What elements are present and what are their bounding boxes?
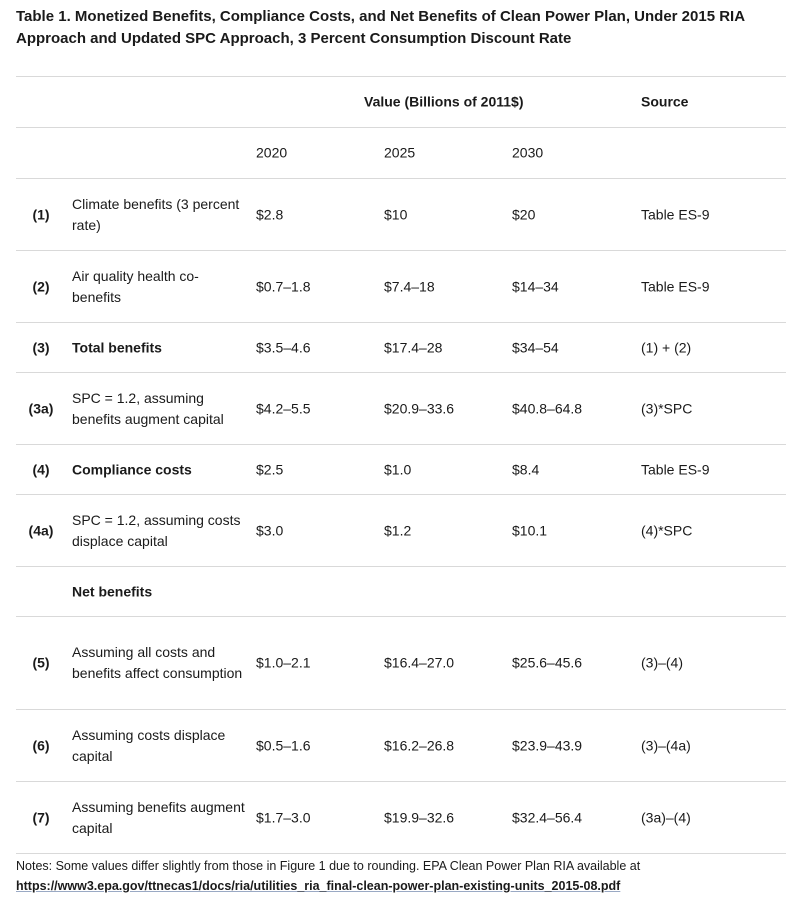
row-label: Assuming all costs and benefits affect consumption <box>72 644 243 681</box>
source-column-header: Source <box>641 93 689 110</box>
row-index: (4) <box>32 461 50 477</box>
row-label: Assuming costs displace capital <box>72 726 226 764</box>
value-2025: $7.4–18 <box>384 278 435 294</box>
value-2020: $2.8 <box>256 206 284 222</box>
row-label: Compliance costs <box>72 461 192 477</box>
row-label: Assuming benefits augment capital <box>72 798 245 836</box>
table-title: Table 1. Monetized Benefits, Compliance Costs, and Net Benefits of Clean Power Plan, Under 2015 RIA Approach and Updated SPC Approach, 3 Percent Consumption Discount Rate <box>16 8 745 47</box>
value-2030: $34–54 <box>512 339 559 355</box>
value-2025: $1.2 <box>384 522 412 538</box>
table-row <box>16 373 786 445</box>
year-2030-header: 2030 <box>512 144 544 161</box>
row-index: (1) <box>32 206 50 222</box>
notes-text: Notes: Some values differ slightly from those in Figure 1 due to rounding. EPA Clean Power Plan RIA available at <box>16 859 641 873</box>
row-label: Total benefits <box>72 339 162 355</box>
section-row-net-benefits <box>16 567 786 617</box>
row-label: SPC = 1.2, assuming benefits augment capital <box>72 389 224 427</box>
row-source: Table ES-9 <box>641 461 710 477</box>
value-2030: $32.4–56.4 <box>512 809 583 825</box>
value-2030: $23.9–43.9 <box>512 737 583 753</box>
value-2025: $10 <box>384 206 408 222</box>
value-2025: $20.9–33.6 <box>384 400 455 416</box>
ria-link[interactable]: https://www3.epa.gov/ttnecas1/docs/ria/utilities_ria_final-clean-power-plan-existing-units_2015-08.pdf <box>16 879 621 893</box>
year-2020-header: 2020 <box>256 144 288 161</box>
row-source: (4)*SPC <box>641 522 693 538</box>
row-source: Table ES-9 <box>641 206 710 222</box>
row-source: (3)*SPC <box>641 400 693 416</box>
table-row <box>16 323 786 373</box>
value-2020: $4.2–5.5 <box>256 400 311 416</box>
table-row <box>16 782 786 854</box>
value-2020: $1.7–3.0 <box>256 809 311 825</box>
value-2025: $16.2–26.8 <box>384 737 455 753</box>
value-2030: $25.6–45.6 <box>512 654 583 671</box>
row-source: (3a)–(4) <box>641 809 691 825</box>
value-2020: $0.7–1.8 <box>256 278 311 294</box>
row-label: Climate benefits (3 percent rate) <box>72 195 240 233</box>
row-source: (3)–(4a) <box>641 737 691 753</box>
value-2020: $3.0 <box>256 522 284 538</box>
value-2020: $2.5 <box>256 461 284 477</box>
row-index: (3a) <box>28 400 54 416</box>
table-notes <box>16 856 786 896</box>
row-index: (2) <box>32 278 50 294</box>
value-2020: $3.5–4.6 <box>256 339 311 355</box>
row-index: (4a) <box>28 522 54 538</box>
row-index: (5) <box>32 654 50 671</box>
row-label: SPC = 1.2, assuming costs displace capital <box>72 511 241 549</box>
value-2025: $1.0 <box>384 461 412 477</box>
table-row <box>16 445 786 495</box>
row-index: (3) <box>32 339 50 355</box>
value-2020: $0.5–1.6 <box>256 737 311 753</box>
table-row <box>16 617 786 710</box>
row-source: (3)–(4) <box>641 654 684 671</box>
value-2025: $16.4–27.0 <box>384 654 455 671</box>
table-header-row <box>16 77 786 128</box>
row-label: Air quality health co-benefits <box>72 267 199 305</box>
value-2020: $1.0–2.1 <box>256 654 311 671</box>
value-column-header: Value (Billions of 2011$) <box>364 93 524 110</box>
row-source: (1) + (2) <box>641 339 692 355</box>
year-header-row <box>16 128 786 179</box>
year-2025-header: 2025 <box>384 144 416 161</box>
table-row <box>16 179 786 251</box>
row-index: (7) <box>32 809 50 825</box>
value-2030: $10.1 <box>512 522 548 538</box>
value-2025: $17.4–28 <box>384 339 443 355</box>
value-2030: $14–34 <box>512 278 559 294</box>
value-2025: $19.9–32.6 <box>384 809 455 825</box>
benefits-table <box>16 76 786 854</box>
value-2030: $40.8–64.8 <box>512 400 583 416</box>
value-2030: $8.4 <box>512 461 540 477</box>
table-row <box>16 495 786 567</box>
section-label: Net benefits <box>72 583 153 599</box>
value-2030: $20 <box>512 206 536 222</box>
row-index: (6) <box>32 737 50 753</box>
table-row <box>16 251 786 323</box>
row-source: Table ES-9 <box>641 278 710 294</box>
table-row <box>16 710 786 782</box>
